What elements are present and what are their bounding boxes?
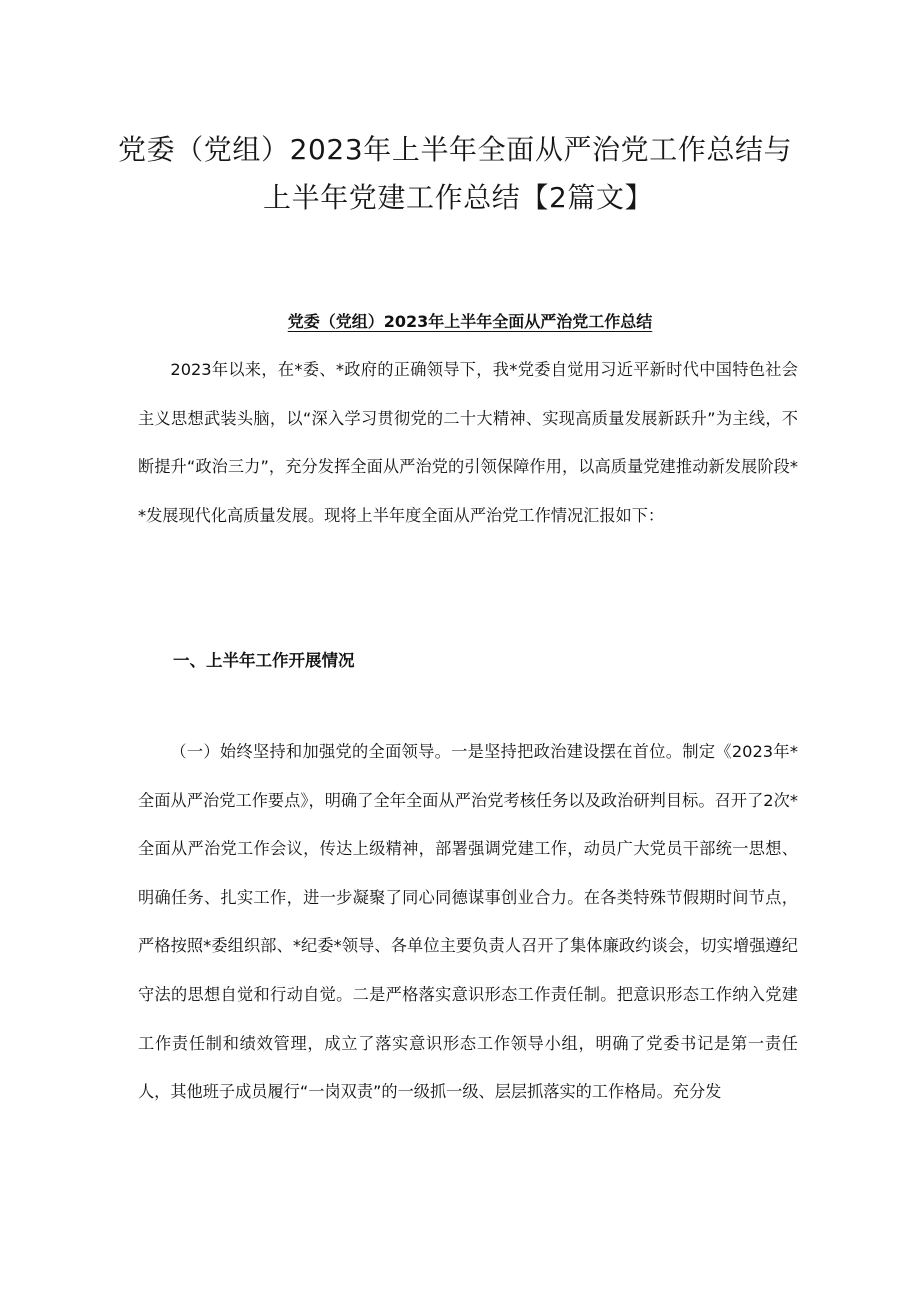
section-title: 党委（党组）2023年上半年全面从严治党工作总结: [287, 312, 653, 331]
body-paragraph-1: （一）始终坚持和加强党的全面领导。一是坚持把政治建设摆在首位。制定《2023年*全面从严治党工作要点》，明确了全年全面从严治党考核任务以及政治研判目标。召开了2次*全面从严治党工作会议，传达上级精神，部署强调党建工作，动员广大党员干部统一思想、明确任务、扎实工作，进一步凝聚了同心同德谋事创业合力。在各类特殊节假期时间节点，严格按照*委组织部、*纪委*领导、各单位主要负责人召开了集体廉政约谈会，切实增强遵纪守法的思想自觉和行动自觉。二是严格落实意识形态工作责任制。把意识形态工作纳入党建工作责任制和绩效管理，成立了落实意识形态工作领导小组，明确了党委书记是第一责任人，其他班子成员履行“一岗双责”的一级抓一级、层层抓落实的工作格局。充分发: [138, 742, 798, 1102]
document-title: [118, 126, 802, 222]
intro-paragraph: 2023年以来，在*委、*政府的正确领导下，我*党委自觉用习近平新时代中国特色社会主义思想武装头脑，以“深入学习贯彻党的二十大精神、实现高质量发展新跃升”为主线，不断提升“政治三力”，充分发挥全面从严治党的引领保障作用，以高质量党建推动新发展阶段**发展现代化高质量发展。现将上半年度全面从严治党工作情况汇报如下：: [138, 360, 798, 525]
section-heading-1: 一、上半年工作开展情况: [173, 651, 355, 670]
document-title-line-2: 上半年党建工作总结【2篇文】: [263, 180, 654, 214]
document-title-line-1: 党委（党组）2023年上半年全面从严治党工作总结与: [118, 132, 793, 166]
